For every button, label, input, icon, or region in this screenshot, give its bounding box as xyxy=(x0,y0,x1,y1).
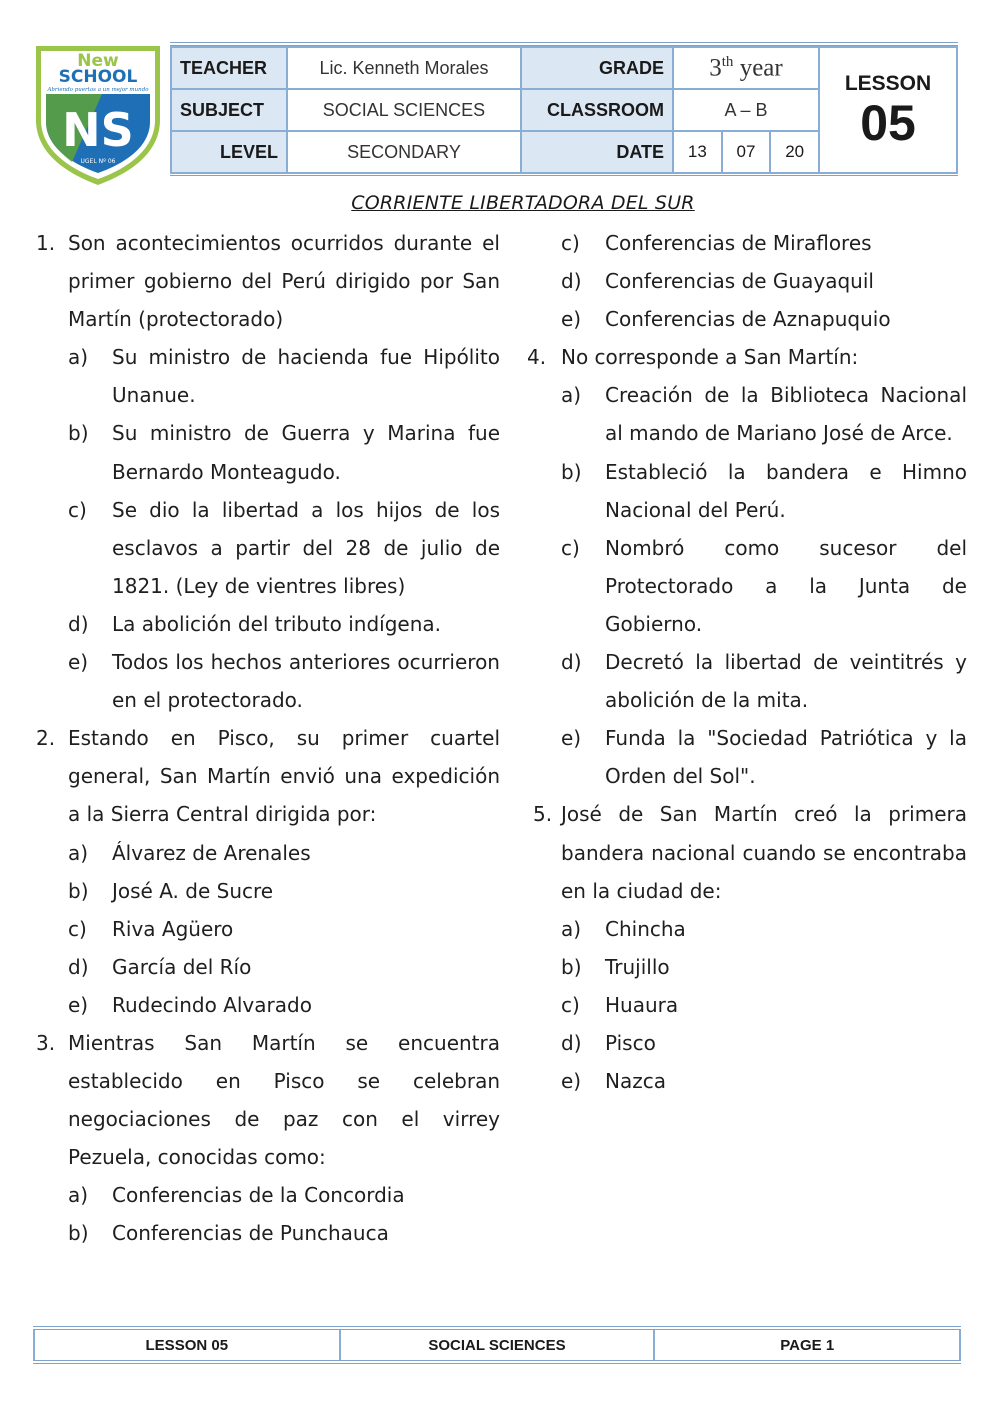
page-title: CORRIENTE LIBERTADORA DEL SUR xyxy=(351,192,695,214)
option-text: Conferencias de Miraflores xyxy=(605,231,872,255)
level-label: LEVEL xyxy=(171,131,287,173)
lesson-box xyxy=(819,47,957,173)
option-letter: b) xyxy=(68,1221,89,1246)
option-letter: d) xyxy=(561,269,582,294)
logo-tagline: Abriendo puertas a un mejor mundo xyxy=(47,87,149,93)
option-letter: c) xyxy=(68,916,87,941)
question-5 xyxy=(527,795,967,909)
option xyxy=(36,986,500,1024)
option-text: Conferencias de Guayaquil xyxy=(605,269,874,294)
option-letter: a) xyxy=(68,840,89,865)
option-text: Trujillo xyxy=(605,954,670,979)
option-letter: b) xyxy=(561,954,582,979)
grade-word: year xyxy=(739,54,783,82)
option-text: La abolición del tributo indígena. xyxy=(112,611,441,636)
question-number: 2. xyxy=(36,726,56,751)
level-value: SECONDARY xyxy=(287,131,521,173)
option-letter: e) xyxy=(561,307,582,332)
school-logo xyxy=(32,42,164,188)
option-text: García del Río xyxy=(112,954,252,979)
option-text: Chincha xyxy=(605,916,686,941)
option xyxy=(36,1214,500,1252)
option xyxy=(527,643,967,719)
option xyxy=(527,948,967,986)
question-text: José de San Martín creó la primera bandera nacional cuando se encontraba en la ciudad de: xyxy=(561,802,967,903)
option-letter: e) xyxy=(561,1069,582,1094)
teacher-value: Lic. Kenneth Morales xyxy=(287,47,521,89)
option xyxy=(36,414,500,490)
question-number: 5. xyxy=(533,802,553,827)
logo-initials: NS xyxy=(62,103,134,157)
option-letter: e) xyxy=(68,650,89,675)
logo-brand-bottom: SCHOOL xyxy=(58,67,138,87)
classroom-value: A – B xyxy=(673,89,819,131)
option xyxy=(527,986,967,1024)
option-text: Su ministro de Guerra y Marina fue Bernardo Monteagudo. xyxy=(112,421,500,484)
option-letter: b) xyxy=(561,459,582,484)
option-text: Nombró como sucesor del Protectorado a la Junta de Gobierno. xyxy=(605,535,967,636)
option xyxy=(527,1062,967,1100)
footer-subject: SOCIAL SCIENCES xyxy=(340,1330,655,1360)
option xyxy=(527,910,967,948)
question-number: 3. xyxy=(36,1030,56,1055)
logo-brand-top: New xyxy=(77,51,119,71)
subject-value: SOCIAL SCIENCES xyxy=(287,89,521,131)
option xyxy=(527,719,967,795)
option-text: Pisco xyxy=(605,1030,656,1055)
option xyxy=(527,376,967,452)
lesson-number: 05 xyxy=(860,95,916,151)
grade-label: GRADE xyxy=(521,47,673,89)
question-text: Mientras San Martín se encuentra establecido en Pisco se celebran negociaciones de paz con el virrey Pezuela, conocidas como: xyxy=(68,1030,500,1170)
option-letter: c) xyxy=(68,497,87,522)
option-text: Decretó la libertad de veintitrés y abolición de la mita. xyxy=(605,650,967,713)
option-letter: d) xyxy=(68,611,89,636)
option xyxy=(36,910,500,948)
left-column xyxy=(36,224,500,1253)
question-text: No corresponde a San Martín: xyxy=(561,345,859,370)
option-letter: c) xyxy=(561,992,580,1017)
date-label: DATE xyxy=(521,131,673,173)
option-letter: a) xyxy=(561,916,582,941)
option xyxy=(527,262,967,300)
option xyxy=(36,605,500,643)
classroom-label: CLASSROOM xyxy=(521,89,673,131)
option-letter: e) xyxy=(68,992,89,1017)
question-text: Son acontecimientos ocurridos durante el primer gobierno del Perú dirigido por San Martín (protectorado) xyxy=(68,231,500,332)
option xyxy=(36,491,500,605)
date-day: 13 xyxy=(673,131,722,173)
subject-label: SUBJECT xyxy=(171,89,287,131)
option-text: Se dio la libertad a los hijos de los esclavos a partir del 28 de julio de 1821. (Ley de vientres libres) xyxy=(112,497,500,598)
option xyxy=(36,834,500,872)
question-4 xyxy=(527,338,967,376)
option-letter: b) xyxy=(68,421,89,446)
option-letter: b) xyxy=(68,878,89,903)
grade-suffix: th xyxy=(721,53,734,70)
option-text: Creación de la Biblioteca Nacional al mando de Mariano José de Arce. xyxy=(605,383,967,446)
option-letter: a) xyxy=(68,1183,89,1208)
option-letter: d) xyxy=(68,954,89,979)
option-text: Estableció la bandera e Himno Nacional del Perú. xyxy=(605,459,967,522)
option-text: José A. de Sucre xyxy=(112,878,274,903)
date-month: 07 xyxy=(722,131,771,173)
option xyxy=(527,529,967,643)
option xyxy=(527,1024,967,1062)
option xyxy=(36,1176,500,1214)
option-letter: d) xyxy=(561,650,582,675)
option-letter: c) xyxy=(561,231,580,255)
option-text: Nazca xyxy=(605,1069,666,1094)
option xyxy=(527,224,967,262)
grade-number: 3 xyxy=(709,54,722,82)
option-text: Funda la "Sociedad Patriótica y la Orden del Sol". xyxy=(605,726,967,789)
option-text: Conferencias de Punchauca xyxy=(112,1221,389,1246)
option-text: Conferencias de la Concordia xyxy=(112,1183,405,1208)
footer xyxy=(33,1326,961,1364)
question-number: 4. xyxy=(527,345,547,370)
option-text: Riva Agüero xyxy=(112,916,234,941)
option xyxy=(36,643,500,719)
question-2 xyxy=(36,719,500,833)
option-letter: e) xyxy=(561,726,582,751)
logo-ugel: UGEL Nº 06 xyxy=(80,158,116,165)
header-table xyxy=(170,42,958,176)
option-text: Conferencias de Aznapuquio xyxy=(605,307,891,332)
option-text: Álvarez de Arenales xyxy=(112,840,311,865)
option-text: Su ministro de hacienda fue Hipólito Unanue. xyxy=(112,345,500,408)
option xyxy=(36,948,500,986)
lesson-label: LESSON xyxy=(844,72,932,95)
option xyxy=(36,872,500,910)
date-year: 20 xyxy=(770,131,819,173)
option-text: Todos los hechos anteriores ocurrieron en el protectorado. xyxy=(112,650,500,713)
option-text: Huaura xyxy=(605,992,679,1017)
question-text: Estando en Pisco, su primer cuartel general, San Martín envió una expedición a la Sierra Central dirigida por: xyxy=(68,726,500,827)
option-letter: d) xyxy=(561,1030,582,1055)
grade-value xyxy=(673,47,819,89)
footer-lesson: LESSON 05 xyxy=(34,1330,340,1360)
right-column xyxy=(527,224,967,1100)
option xyxy=(527,453,967,529)
option xyxy=(36,338,500,414)
option-letter: a) xyxy=(561,383,582,408)
question-number: 1. xyxy=(36,231,56,255)
option-text: Rudecindo Alvarado xyxy=(112,992,312,1017)
option xyxy=(527,300,967,338)
option-letter: c) xyxy=(561,535,580,560)
question-1 xyxy=(36,224,500,338)
option-letter: a) xyxy=(68,345,89,370)
teacher-label: TEACHER xyxy=(171,47,287,89)
footer-page: PAGE 1 xyxy=(654,1330,960,1360)
question-3 xyxy=(36,1024,500,1176)
